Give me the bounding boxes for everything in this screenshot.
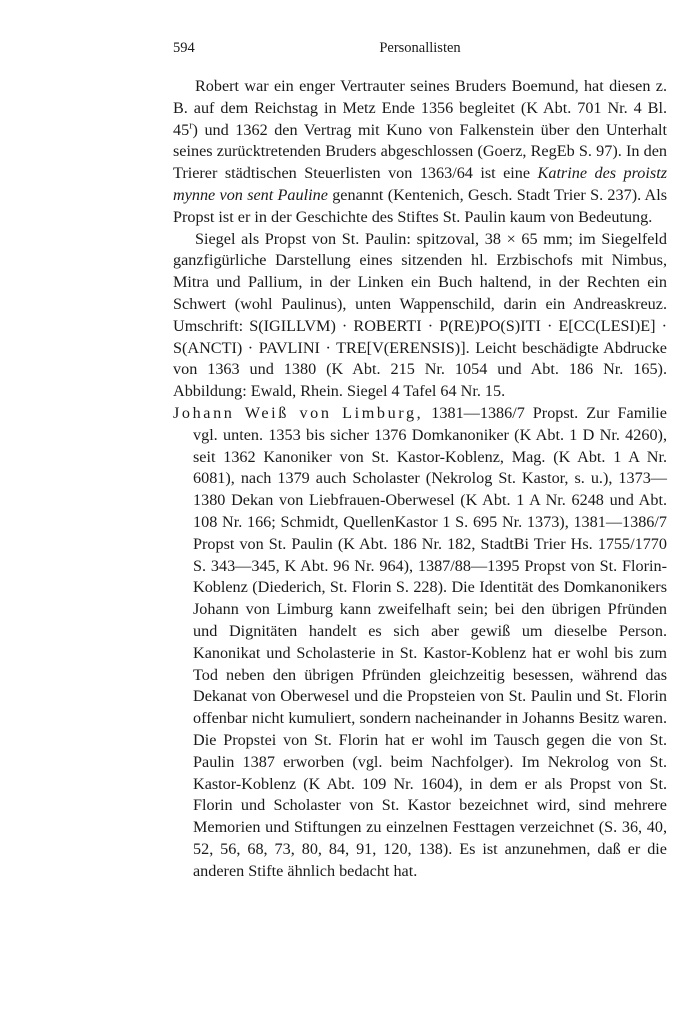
robert-italic-quote: Katrine des proistz mynne von sent Pauline xyxy=(173,164,667,204)
page-number: 594 xyxy=(173,40,195,56)
robert-text-3: genannt (Kentenich, Gesch. Stadt Trier S. 237). Als Propst ist er in der Geschichte des Stiftes St. Paulin kaum von Bedeutung. xyxy=(173,185,668,226)
paragraph-siegel: Siegel als Propst von St. Paulin: spitzoval, 38 × 65 mm; im Siegelfeld ganzfigürliche Darstellung eines sitzenden hl. Erzbischofs mit Nimbus, Mitra und Pallium, in der Linken ein Buch haltend, in der Rechten ein Schwert (wohl Paulinus), unten Wappenschild, darin ein Andreaskreuz. Umschrift: S(IGILLVM) · ROBERTI · P(RE)PO(S)ITI · E[CC(LESI)E] · S(ANCTI) · PAVLINI · TRE[V(ERENSIS)]. Leicht beschädigte Abdrucke von 1363 und 1380 (K Abt. 215 Nr. 1054 und Abt. 186 Nr. 165). Abbildung: Ewald, Rhein. Siegel 4 Tafel 64 Nr. 15. xyxy=(173,229,667,401)
running-head xyxy=(173,40,667,62)
robert-text-1: Robert war ein enger Vertrauter seines Bruders Boemund, hat diesen z. B. auf dem Reichstag in Metz Ende 1356 begleitet (K Abt. 701 Nr. 4 Bl. 45 xyxy=(173,77,667,139)
body-text xyxy=(173,76,667,882)
folio-superscript: r xyxy=(189,120,193,132)
entry-johann xyxy=(173,403,667,883)
paragraph-robert xyxy=(173,76,667,229)
entry-name: Johann Weiß von Limburg, xyxy=(173,403,424,422)
entry-text: 1381—1386/7 Propst. Zur Familie vgl. unten. 1353 bis sicher 1376 Domkanoniker (K Abt. 1 D Nr. 4260), seit 1362 Kanoniker von St. Kastor-Koblenz, Mag. (K Abt. 1 A Nr. 6081), nach 1379 auch Scholaster (Nekrolog St. Kastor, s. u.), 1373—1380 Dekan von Liebfrauen-Oberwesel (K Abt. 1 A Nr. 6248 und Abt. 108 Nr. 166; Schmidt, QuellenKastor 1 S. 695 Nr. 1373), 1381—1386/7 Propst von St. Paulin (K Abt. 186 Nr. 182, StadtBi Trier Hs. 1755/1770 S. 343—345, K Abt. 96 Nr. 964), 1387/88—1395 Propst von St. Florin-Koblenz (Diederich, St. Florin S. 228). Die Identität des Domkanonikers Johann von Limburg kann zweifelhaft sein; bei den übrigen Pfründen und Dignitäten handelt es sich aber gewiß um dieselbe Person. Kanonikat und Scholasterie in St. Kastor-Koblenz hat er wohl bis zum Tod neben den übrigen Pfründen gleichzeitig besessen, während das Dekanat von Oberwesel und die Propsteien von St. Paulin und St. Florin offenbar nicht kumuliert, sondern nacheinander in Johanns Besitz waren. Die Propstei von St. Florin hat er wohl im Tausch gegen die von St. Paulin 1387 erworben (vgl. beim Nachfolger). Im Nekrolog von St. Kastor-Koblenz (K Abt. 109 Nr. 1604), in dem er als Propst von St. Florin und Scholaster von St. Kastor bezeichnet wird, sind mehrere Memorien und Stiftungen zu einzelnen Festtagen verzeichnet (S. 36, 40, 52, 56, 68, 73, 80, 84, 91, 120, 138). Es ist anzunehmen, daß er die anderen Stifte ähnlich bedacht hat. xyxy=(193,403,667,880)
robert-text-2: ) und 1362 den Vertrag mit Kuno von Falkenstein über den Unterhalt seines zurücktretenden Bruders abgeschlossen (Goerz, RegEb S. 97). In den Trierer städtischen Steuerlisten von 1363/64 ist eine xyxy=(173,120,667,183)
running-title: Personallisten xyxy=(379,40,461,56)
